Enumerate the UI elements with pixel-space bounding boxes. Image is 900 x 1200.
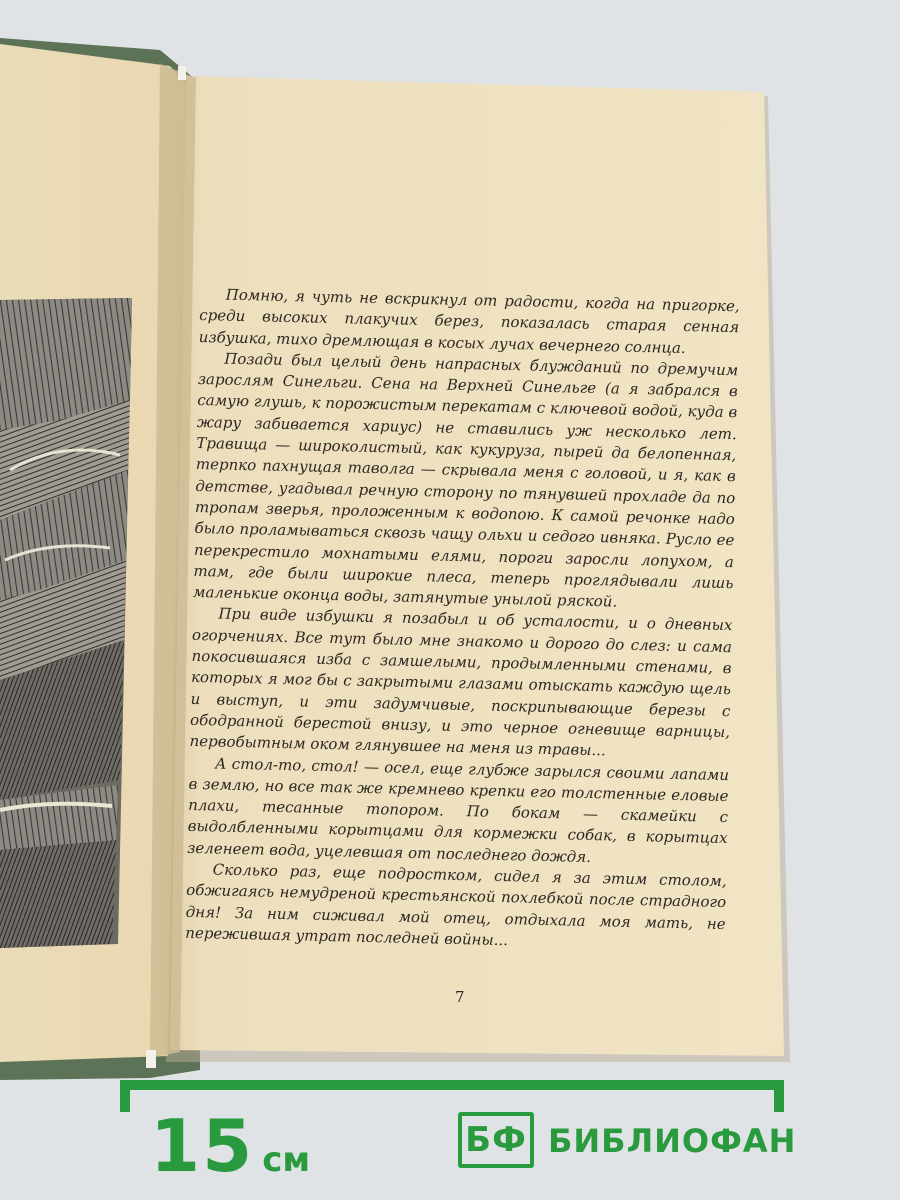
- brand-logo: [458, 1112, 797, 1192]
- book-logo-icon: БФ: [458, 1112, 534, 1168]
- paragraph-1: Помню, я чуть не вскрикнул от радости, когда на пригорке, среди высоких плакучих берез, показалась старая сенная избушка, тихо дремлющая в косых лучах вечернего солнца.: [198, 285, 740, 357]
- paragraph-4: А стол-то, стол! — осел, еще глубже зарылся своими лапами в землю, но все так же кремнево крепки его толстенные еловые плахи, тесанные топором. По бокам — скамейки с выдолбленными корытцами для кормежки собак, в корытцах зеленеет вода, уцелевшая от последнего дождя.: [187, 754, 730, 866]
- ruler-tick-right: [774, 1080, 784, 1112]
- ruler-value: 15: [150, 1104, 255, 1188]
- paragraph-3: При виде избушки я позабыл и об усталости, и о дневных огорчениях. Все тут было мне знакомо и дорого до слез: и сама покосившаяся изба с замшелыми, продымленными стенами, в которых я мог бы с закрытыми глазами отыскать каждую щель и выступ, и эти задумчивые, поскрипывающие березы с ободранной берестой внизу, и это черное огневище варницы, первобытным оком глянувшее на меня из травы...: [189, 604, 733, 760]
- brand-name: БИБЛИОФАН: [548, 1122, 797, 1160]
- ruler-bar: [120, 1080, 784, 1090]
- ruler-measurement: [150, 1104, 311, 1188]
- ruler-unit: см: [262, 1140, 311, 1180]
- paragraph-2: Позади был целый день напрасных блужданий по дремучим зарослям Синельги. Сена на Верхней Синельге (а я забрался в самую глушь, к порожистым перекатам с ключевой водой, куда в жару забивается хариус) не ставились уж несколько лет. Травища — широколистый, как кукуруза, пырей да белопенная, терпко пахнущая таволга — скрывала меня с головой, и я, как в детстве, угадывал речную сторону по тянувшей прохладе да по тропам зверья, проложенным к водопою. К самой речонке надо было проламываться сквозь чащу ольхи и седого ивняка. Русло ее перекрестило мохнатыми елями, пороги заросли лопухом, а там, где были широкие плеса, теперь проглядывали лишь маленькие оконца воды, затянутые унылой ряской.: [192, 349, 739, 611]
- page-body-text: [185, 284, 740, 956]
- ruler-tick-left: [120, 1080, 130, 1112]
- page-number: 7: [455, 988, 465, 1006]
- engraving-illustration: [0, 298, 132, 948]
- paragraph-5: Сколько раз, еще подростком, сидел я за этим столом, обжигаясь немудреной крестьянской похлебкой после страдного дня! За ним сиживал мой отец, отдыхала моя мать, не пережившая утрат последней войны...: [185, 860, 727, 950]
